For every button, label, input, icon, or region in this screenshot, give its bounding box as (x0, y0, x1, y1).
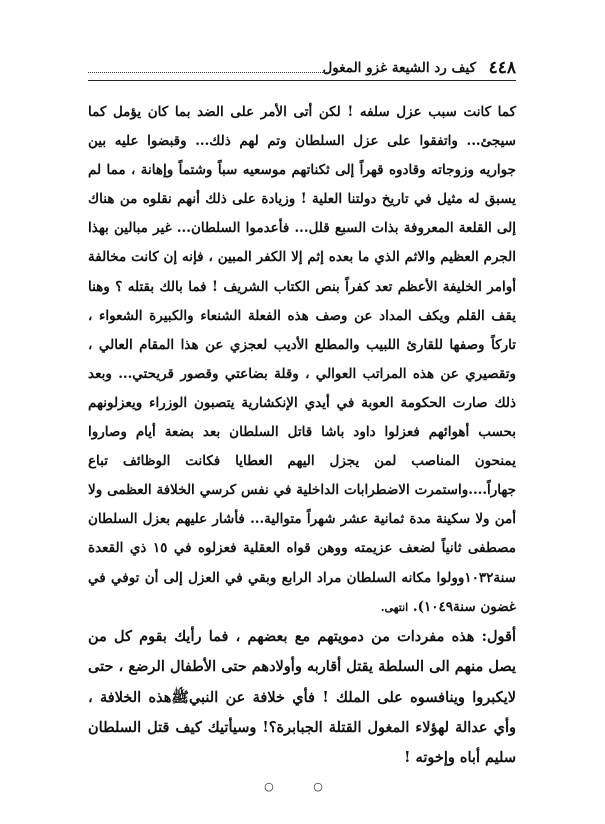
author-comment-text-1: أقول: هذه مفردات من دمويتهم مع بعضهم ، فما رأيك بقوم كل من يصل منهم الى السلطة يقتل أقاربه وأولادهم حتى الأطفال الرضع ، حتى لايكبروا وينافسوه على الملك ! فأي خلافة عن النبي (88, 627, 516, 706)
quote-end-note: انتهى. (380, 600, 409, 614)
page-header (88, 58, 516, 81)
salutation-symbol: ﷺ (171, 688, 189, 706)
running-title: كيف رد الشيعة غزو المغول (322, 60, 476, 76)
author-comment (88, 622, 516, 774)
section-ornament: ○ ○ (264, 780, 341, 793)
page-number: ٤٤٨ (488, 58, 516, 78)
header-dotted-leader (88, 72, 331, 73)
author-comment-text-2: هذه الخلافة ، وأي عدالة لهؤلاء المغول القتلة الجبابرة؟! وسيأتيك كيف قتل السلطان سليم أباه وإخوته ! (88, 688, 516, 767)
quoted-passage (88, 98, 516, 622)
quoted-passage-text: كما كانت سبب عزل سلفه ! لكن أتى الأمر على الضد بما كان يؤمل كما سيجئ... واتفقوا على عزل السلطان وتم لهم ذلك... وقبضوا عليه بين جواريه وزوجاته وقادوه قهراً إلى ثكناتهم موسعيه سباً وشتماً وإهانة ، مما لم يسبق له مثيل في تاريخ دولتنا العلية ! وزيادة على ذلك أنهم نقلوه من هناك إلى القلعة المعروفة بذات السبع قلل... فأعدموا السلطان... غير مبالين بهذا الجرم العظيم والاثم الذي ما بعده إثم إلا الكفر المبين ، فإنه إن كانت مخالفة أوامر الخليفة الأعظم تعد كفراً بنص الكتاب الشريف ! فما بالك بقتله ؟ وهنا يقف القلم ويكف المداد عن وصف هذه الفعلة الشنعاء والكبيرة الشعواء ، تاركاً وصفها للقارئ اللبيب والمطلع الأديب لعجزي عن هذا المقام العالي ، وتقصيري عن هذه المراتب العوالي ، وقلة بضاعتي وقصور قريحتي... وبعد ذلك صارت الحكومة العوبة في أيدي الإنكشارية يتصبون الوزراء ويعزلونهم بحسب أهوائهم فعزلوا داود باشا قاتل السلطان بعد بضعة أيام وصاروا يمنحون المناصب لمن يجزل اليهم العطايا فكانت الوظائف تباع جهاراً....واستمرت الاضطرابات الداخلية في نفس كرسي الخلافة العظمى ولا أمن ولا سكينة مدة ثمانية عشر شهراً متوالية... فأشار عليهم بعزل السلطان مصطفى ثانياً لضعف عزيمته ووهن قواه العقلية فعزلوه في ١٥ ذي القعدة سنة١٠٣٢وولوا مكانه السلطان مراد الرابع وبقي في العزل إلى أن توفي في غضون سنة١٠٤٩). (88, 104, 516, 615)
page-body (88, 98, 516, 774)
